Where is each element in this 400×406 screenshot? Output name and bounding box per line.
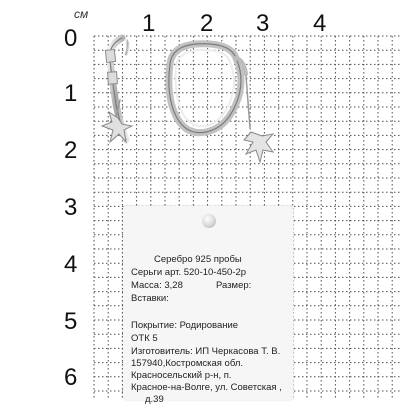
tag-maker-line: Изготовитель: ИП Черкасова Т. В.: [131, 346, 281, 357]
tag-mass: Масса: 3,28: [131, 280, 183, 291]
y-tick-5: 5: [64, 308, 78, 335]
y-tick-2: 2: [64, 137, 78, 164]
y-tick-0: 0: [64, 25, 78, 52]
tag-coating: Покрытие: Родирование: [131, 320, 239, 331]
unit-label: см: [74, 7, 89, 21]
tag-size: Размер:: [216, 280, 252, 291]
left-earring: [102, 38, 132, 142]
tag-maker-line: 157940,Костромская обл.: [131, 358, 244, 369]
tag-maker-line: д.39: [145, 394, 164, 405]
tag-article: Серьги арт. 520-10-450-2р: [131, 267, 247, 278]
y-tick-1: 1: [64, 80, 78, 107]
tag-inserts: Вставки:: [131, 293, 169, 304]
x-tick-3: 3: [256, 10, 270, 37]
tag-hole: [202, 214, 216, 228]
y-tick-6: 6: [64, 364, 78, 391]
y-tick-4: 4: [64, 251, 78, 278]
tag-maker-line: Красносельский р-н, п.: [131, 370, 232, 381]
x-tick-2: 2: [200, 10, 214, 37]
tag-silver: Серебро 925 пробы: [154, 254, 242, 265]
x-tick-1: 1: [142, 10, 156, 37]
x-tick-4: 4: [313, 10, 327, 37]
tag-maker-line: Красное-на-Волге, ул. Советская ,: [131, 382, 282, 393]
y-tick-3: 3: [64, 194, 78, 221]
right-earring: [169, 44, 273, 162]
tag-otk: ОТК 5: [131, 333, 158, 344]
